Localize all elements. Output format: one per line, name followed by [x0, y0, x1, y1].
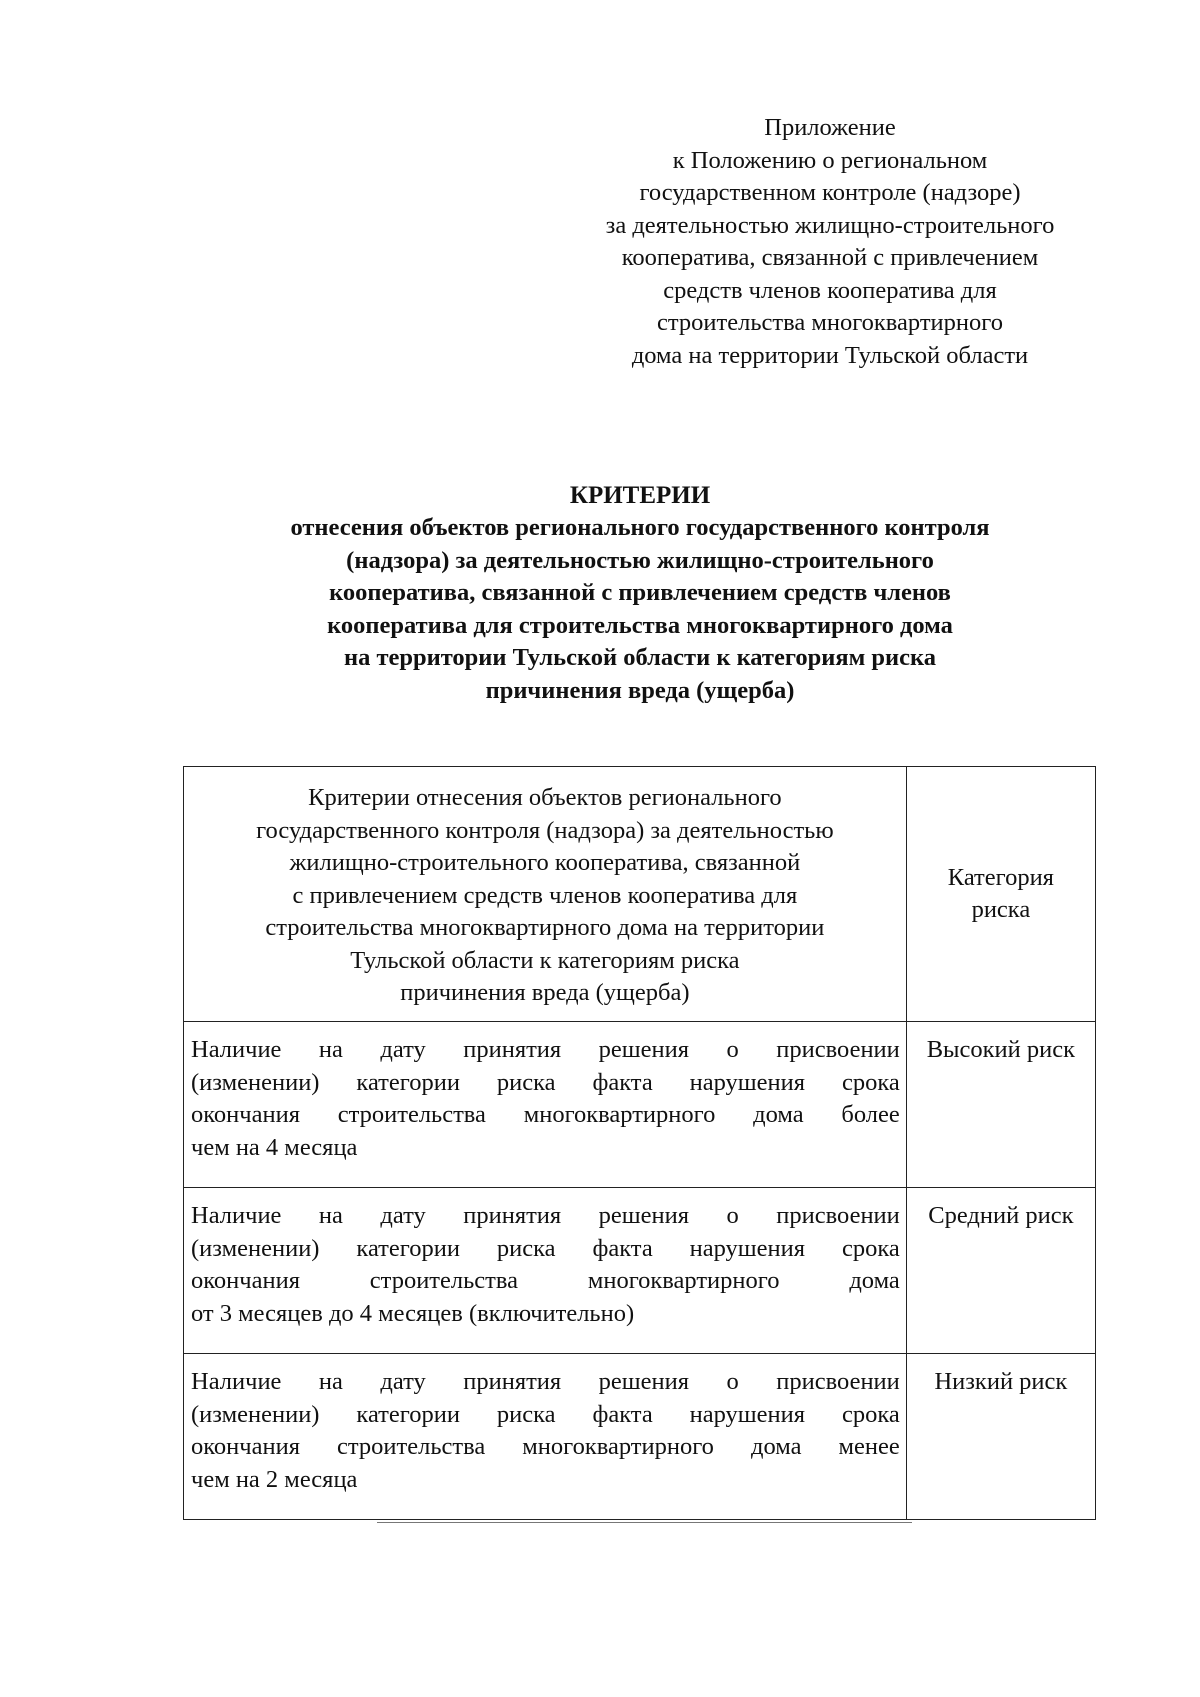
header-criteria-line: строительства многоквартирного дома на территории: [265, 914, 825, 942]
subtitle-line: (надзора) за деятельностью жилищно-строительного: [346, 546, 934, 574]
criteria-cell: [184, 1188, 907, 1354]
appendix-line: за деятельностью жилищно-строительного: [605, 211, 1055, 239]
risk-category-cell: Средний риск: [906, 1188, 1095, 1354]
appendix-line: к Положению о региональном: [672, 146, 988, 174]
appendix-line: средств членов кооператива для: [663, 276, 997, 304]
header-risk-line: Категория: [947, 863, 1054, 891]
risk-category-cell: Высокий риск: [906, 1022, 1095, 1188]
document-title: КРИТЕРИИ: [569, 482, 711, 509]
subtitle-line: на территории Тульской области к категориям риска: [343, 644, 937, 671]
risk-category-cell: Низкий риск: [906, 1354, 1095, 1520]
appendix-line: дома на территории Тульской области: [631, 341, 1029, 369]
criteria-line: Наличие на дату принятия решения о присвоении: [191, 1036, 900, 1063]
criteria-line: окончания строительства многоквартирного дома менее: [191, 1433, 900, 1460]
criteria-line: (изменении) категории риска факта нарушения срока: [191, 1234, 900, 1262]
document-subtitle: [150, 512, 1130, 707]
criteria-line: (изменении) категории риска факта нарушения срока: [191, 1068, 900, 1096]
header-criteria-line: Тульской области к категориям риска: [350, 946, 740, 974]
appendix-line: строительства многоквартирного: [657, 309, 1003, 336]
table-header-row: [184, 767, 1096, 1022]
appendix-line: Приложение: [764, 114, 896, 141]
risk-criteria-table: [183, 766, 1096, 1520]
header-risk-line: риска: [971, 896, 1031, 923]
header-criteria-line: причинения вреда (ущерба): [400, 979, 690, 1007]
header-criteria-line: Критерии отнесения объектов регионального: [308, 784, 782, 812]
header-criteria-line: жилищно-строительного кооператива, связанной: [289, 849, 801, 877]
header-risk-cell: [906, 767, 1095, 1022]
appendix-line: государственном контроле (надзоре): [639, 179, 1021, 206]
appendix-heading: [560, 112, 1100, 372]
criteria-line: Наличие на дату принятия решения о присвоении: [191, 1202, 900, 1229]
appendix-line: кооператива, связанной с привлечением: [621, 244, 1039, 271]
criteria-line: чем на 4 месяца: [191, 1133, 358, 1161]
subtitle-line: отнесения объектов регионального государственного контроля: [290, 514, 990, 541]
criteria-line: (изменении) категории риска факта нарушения срока: [191, 1400, 900, 1428]
header-criteria-line: с привлечением средств членов кооператива для: [292, 881, 798, 909]
criteria-line: окончания строительства многоквартирного дома более: [191, 1101, 900, 1128]
header-criteria-cell: [184, 767, 907, 1022]
header-criteria-line: государственного контроля (надзора) за деятельностью: [256, 816, 834, 844]
criteria-line: окончания строительства многоквартирного дома: [191, 1267, 900, 1294]
criteria-line: чем на 2 месяца: [191, 1465, 358, 1493]
criteria-cell: [184, 1354, 907, 1520]
table-row: [184, 1354, 1096, 1520]
criteria-cell: [184, 1022, 907, 1188]
criteria-line: Наличие на дату принятия решения о присвоении: [191, 1368, 900, 1395]
subtitle-line: кооператива, связанной с привлечением средств членов: [329, 579, 951, 606]
footer-divider: [377, 1522, 912, 1523]
table-row: [184, 1022, 1096, 1188]
table-row: [184, 1188, 1096, 1354]
subtitle-line: причинения вреда (ущерба): [485, 676, 795, 704]
subtitle-line: кооператива для строительства многоквартирного дома: [327, 611, 953, 639]
criteria-line: от 3 месяцев до 4 месяцев (включительно): [191, 1299, 635, 1327]
